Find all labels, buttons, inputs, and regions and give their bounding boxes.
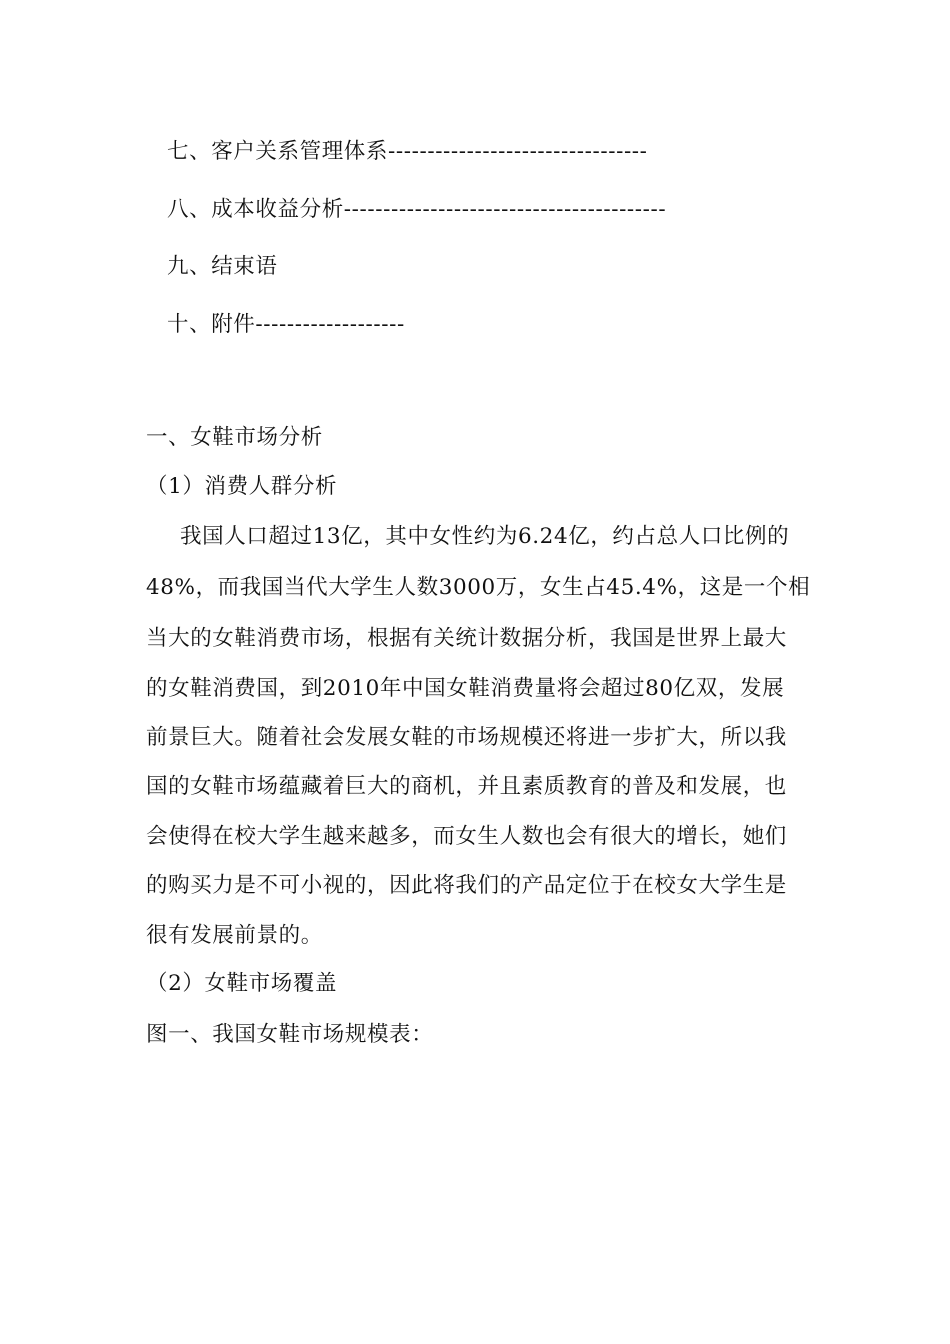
toc-item-7: 七、客户关系管理体系--------------------------------- [167, 139, 648, 164]
toc-item-9: 九、结束语 [167, 254, 278, 279]
toc-item-8: 八、成本收益分析----------------------------------------- [167, 197, 667, 222]
paragraph-line: 的购买力是不可小视的，因此将我们的产品定位于在校女大学生是 [146, 873, 787, 898]
paragraph-line: 前景巨大。随着社会发展女鞋的市场规模还将进一步扩大，所以我 [146, 725, 787, 750]
figure-caption: 图一、我国女鞋市场规模表： [146, 1022, 434, 1047]
section-heading: 一、女鞋市场分析 [146, 425, 323, 450]
subsection-heading-consumers: （1）消费人群分析 [146, 474, 338, 499]
paragraph-line: 48%，而我国当代大学生人数3000万，女生占45.4%，这是一个相 [146, 575, 811, 600]
toc-item-10: 十、附件------------------- [167, 312, 405, 337]
paragraph-line: 我国人口超过13亿，其中女性约为6.24亿，约占总人口比例的 [180, 524, 790, 549]
paragraph-line: 当大的女鞋消费市场，根据有关统计数据分析，我国是世界上最大 [146, 626, 787, 651]
paragraph-line: 国的女鞋市场蕴藏着巨大的商机，并且素质教育的普及和发展，也 [146, 774, 787, 799]
paragraph-line: 的女鞋消费国，到2010年中国女鞋消费量将会超过80亿双，发展 [146, 676, 785, 701]
paragraph-line: 很有发展前景的。 [146, 923, 323, 948]
paragraph-line: 会使得在校大学生越来越多，而女生人数也会有很大的增长，她们 [146, 824, 787, 849]
subsection-heading-coverage: （2）女鞋市场覆盖 [146, 971, 338, 996]
